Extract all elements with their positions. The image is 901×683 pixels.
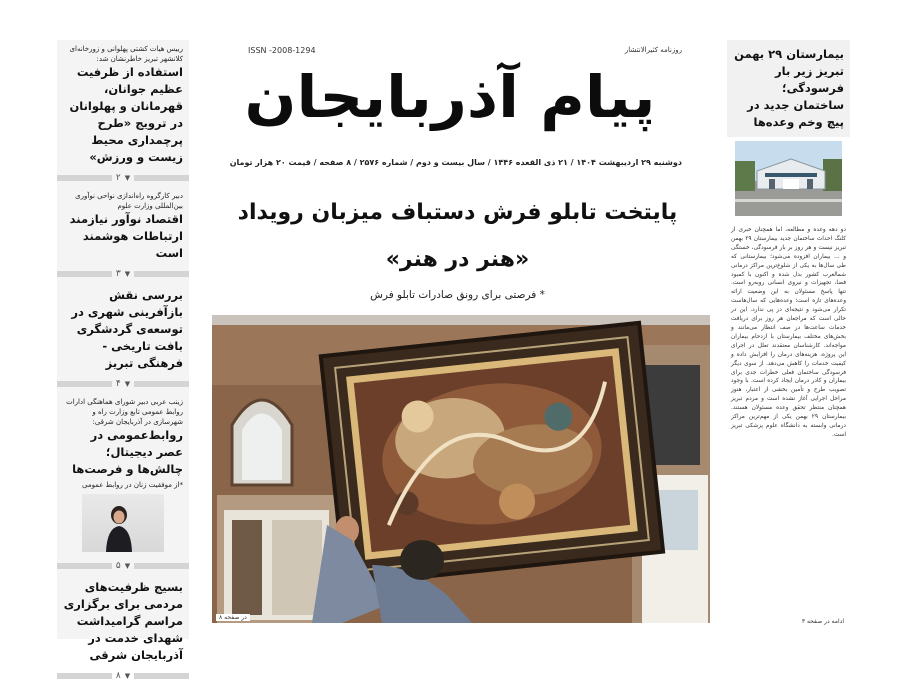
- divider-bar: [134, 563, 189, 569]
- page-number: ۵: [115, 561, 121, 571]
- person-illustration: [104, 504, 134, 552]
- page-number: ۸: [115, 671, 121, 681]
- chevron-down-icon: ▼: [124, 380, 131, 388]
- page-reference: [57, 171, 189, 185]
- page-reference: [57, 669, 189, 683]
- page-reference: [57, 559, 189, 573]
- page-reference: [57, 267, 189, 281]
- sidebar-item-headline: بسیج ظرفیت‌های مردمی برای برگزاری مراسم گرامیداشت شهدای خدمت در آذربایجان شرقی: [63, 580, 183, 662]
- sidebar-item[interactable]: [57, 283, 189, 374]
- photo-page-tag: در صفحه ۸: [216, 614, 250, 621]
- sidebar-item-kicker: دبیر کارگروه راه‌اندازی نواحی نوآوری بین‌المللی وزارت علوم: [75, 192, 183, 210]
- page-number: ۲: [115, 173, 121, 183]
- sidebar-item[interactable]: [57, 40, 189, 168]
- divider-bar: [134, 381, 189, 387]
- dateline: دوشنبه ۲۹ اردیبهشت ۱۴۰۴ / ۲۱ ذی القعده ۱۴۴۶ / سال بیست و دوم / شماره ۲۵۷۶ / ۸ صفحه / قیمت ۲۰ هزار تومان: [229, 158, 682, 167]
- hospital-building-photo: [735, 141, 842, 216]
- sidebar-item-kicker: زینب عربی دبیر شورای هماهنگی ادارات روابط عمومی تابع وزارت راه و شهرسازی در آذربایجان شرقی:: [66, 398, 183, 426]
- right-column-story: [727, 40, 850, 639]
- chevron-down-icon: ▼: [124, 672, 131, 680]
- chevron-down-icon: ▼: [124, 270, 131, 278]
- divider-bar: [57, 563, 112, 569]
- carpet-painting-photo: [212, 315, 710, 623]
- divider-bar: [57, 175, 112, 181]
- main-headline: پایتخت تابلو فرش دستباف میزبان رویداد: [237, 200, 678, 225]
- hospital-illustration: [735, 141, 842, 216]
- divider-bar: [134, 175, 189, 181]
- page-number: ۳: [115, 269, 121, 279]
- sidebar-summaries: [57, 40, 189, 681]
- divider-bar: [57, 381, 112, 387]
- publication-type: روزنامه کثیرالانتشار: [624, 46, 682, 54]
- sidebar-item[interactable]: [57, 393, 189, 556]
- sidebar-item-subline: *از موفقیت زنان در روابط عمومی: [81, 481, 183, 489]
- chevron-down-icon: ▼: [124, 562, 131, 570]
- masthead: [200, 40, 712, 170]
- page-reference: [57, 377, 189, 391]
- sidebar-item[interactable]: [57, 575, 189, 666]
- sidebar-item-headline: استفاده از ظرفیت عظیم جوانان، قهرمانان و پهلوانان در ترویج «طرح پرچمداری محیط زیست و ورزش»: [69, 65, 183, 164]
- divider-bar: [134, 673, 189, 679]
- issn-number: ISSN -2008-1294: [248, 46, 316, 55]
- right-column-headline[interactable]: بیمارستان ۲۹ بهمن تبریز زیر بار فرسودگی؛ ساختمان جدید در پیچ وخم وعده‌ها: [727, 40, 850, 137]
- newspaper-logo: پیام آذربایجان: [244, 63, 656, 131]
- main-subheadline: * فرصتی برای رونق صادرات تابلو فرش: [370, 289, 545, 301]
- right-column-body: دو دهه وعده و مطالعه، اما همچنان خبری از کلنگ احداث ساختمان جدید بیمارستان ۲۹ بهمن تبریز نیست و هر روز بر بار فرسودگی، خستگی و ... بیماران افزوده می‌شود؛ بیمارستانی که طی سال‌ها به یکی از شلوغ‌ترین مراکز درمانی شمالغرب کشور بدل شده و اکنون با کمبود فضا، تجهیزات و نیروی انسانی روبه‌رو است. تنها پاسخ مسئولان به این وضعیت ارائه وعده‌های تازه است؛ وعده‌هایی که سال‌هاست تکرار می‌شود و نتیجه‌ای در پی ندارد. این در حالی است که مراجعان هر روز برای دریافت خدمات ساعت‌ها در صف انتظار می‌مانند و بخش‌های مختلف بیمارستان با ازدحام بیماران مواجه‌اند. کارشناسان معتقدند تعلل در اجرای این پروژه، هزینه‌های درمان را افزایش داده و کیفیت خدمات را کاهش می‌دهد. از سوی دیگر فرسودگی ساختمان فعلی خطرات جدی برای بیماران و کادر درمان ایجاد کرده است. با وجود تصویب طرح و تأمین بخشی از اعتبار، هنوز مراحل اجرایی آغاز نشده است و مردم تبریز همچنان منتظر تحقق وعده مسئولان هستند. بیمارستان ۲۹ بهمن یکی از مهم‌ترین مراکز درمانی وابسته به دانشگاه علوم پزشکی تبریز است.: [731, 227, 846, 438]
- page-number: ۴: [115, 379, 121, 389]
- continued-link[interactable]: ادامه در صفحه ۳: [801, 618, 844, 625]
- divider-bar: [134, 271, 189, 277]
- divider-bar: [57, 673, 112, 679]
- sidebar-item-headline: روابط‌عمومی در عصر دیجیتال؛ چالش‌ها و فرصت‌ها: [72, 428, 183, 476]
- portrait-photo: [82, 494, 164, 552]
- divider-bar: [57, 271, 112, 277]
- sidebar-item-headline: اقتصاد نوآور نیازمند ارتباطات هوشمند است: [69, 212, 183, 260]
- carpet-photo-illustration: [212, 315, 710, 623]
- sidebar-item[interactable]: [57, 187, 189, 264]
- main-headline-event-name: «هنر در هنر»: [385, 247, 530, 272]
- sidebar-item-kicker: رییس هیات کشتی پهلوانی و زورخانه‌ای کلانشهر تبریز خاطرنشان شد:: [69, 45, 183, 63]
- chevron-down-icon: ▼: [124, 174, 131, 182]
- sidebar-item-headline: بررسی نقش بازآفرینی شهری در توسعه‌ی گردشگری بافت تاریخی - فرهنگی تبریز: [71, 288, 183, 370]
